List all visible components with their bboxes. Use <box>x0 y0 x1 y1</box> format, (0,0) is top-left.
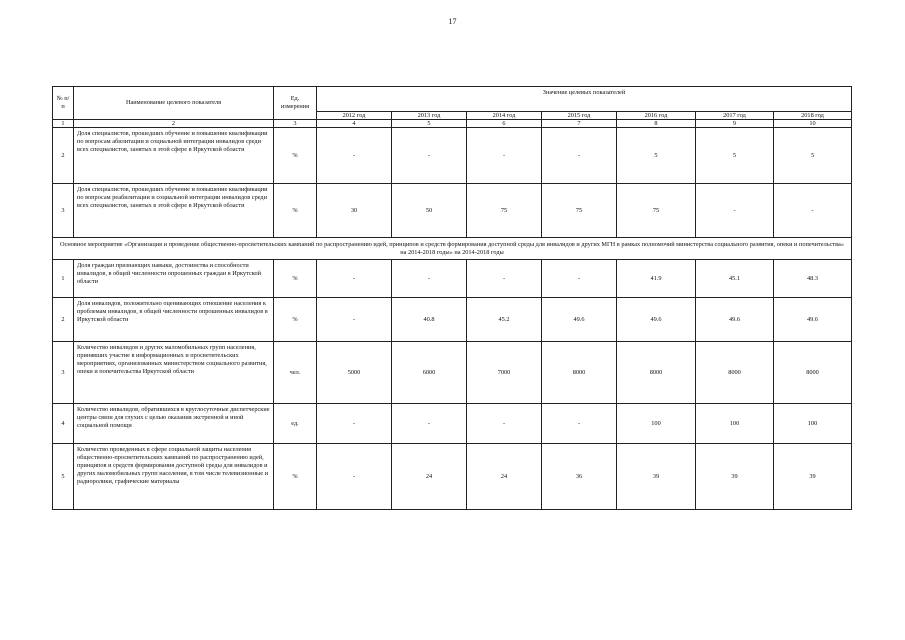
header-unit: Ед. измерения <box>274 87 317 120</box>
table-row <box>53 260 852 298</box>
indicator-value: 8000 <box>696 342 774 404</box>
indicator-value: 39 <box>774 444 852 510</box>
unit: % <box>274 128 317 184</box>
header-name: Наименование целевого показателя <box>74 87 274 120</box>
indicator-name: Количество инвалидов и других маломобильных групп населения, принявших участие в информационных и просветительских мероприятиях, организованных министерством социального развития, опеки и попечительства Иркутской области <box>74 342 274 404</box>
column-number: 1 <box>53 120 74 128</box>
column-number: 5 <box>392 120 467 128</box>
indicator-value: - <box>317 444 392 510</box>
indicator-value: 8000 <box>774 342 852 404</box>
indicator-value: 75 <box>467 184 542 238</box>
indicator-value: 5 <box>696 128 774 184</box>
indicator-name: Количество проведенных в сфере социальной защиты населения общественно-просветительских кампаний по распространению идей, принципов и средств формирования доступной среды для инвалидов и других маломобильных групп населения, в том числе телевизионные и радиоролики, графические материалы <box>74 444 274 510</box>
indicator-value: 5000 <box>317 342 392 404</box>
indicator-value: 45.1 <box>696 260 774 298</box>
indicator-value: 30 <box>317 184 392 238</box>
page-number: 17 <box>448 17 457 26</box>
column-numbers-row <box>53 120 852 128</box>
indicator-value: 5 <box>774 128 852 184</box>
indicator-value: 7000 <box>467 342 542 404</box>
header-num: № п/п <box>53 87 74 120</box>
indicator-value: 8000 <box>617 342 696 404</box>
indicator-value: 50 <box>392 184 467 238</box>
indicator-value: - <box>542 404 617 444</box>
header-year: 2012 год <box>317 112 392 120</box>
unit: % <box>274 260 317 298</box>
header-row <box>53 87 852 112</box>
indicator-value: 75 <box>542 184 617 238</box>
indicator-value: - <box>317 128 392 184</box>
indicator-value: 8000 <box>542 342 617 404</box>
table-row <box>53 298 852 342</box>
indicator-value: - <box>317 260 392 298</box>
column-number: 2 <box>74 120 274 128</box>
indicator-value: 24 <box>392 444 467 510</box>
indicator-value: 41.9 <box>617 260 696 298</box>
indicator-value: 49.6 <box>617 298 696 342</box>
indicator-value: - <box>317 404 392 444</box>
indicator-value: 5 <box>617 128 696 184</box>
table-row <box>53 128 852 184</box>
indicator-name: Доля специалистов, прошедших обучение и повышение квалификации по вопросам реабилитации и социальной интеграции инвалидов среди всех специалистов, занятых в этой сфере в Иркутской области <box>74 184 274 238</box>
indicator-value: 49.6 <box>696 298 774 342</box>
indicator-value: 39 <box>696 444 774 510</box>
column-number: 3 <box>274 120 317 128</box>
indicator-name: Доля инвалидов, положительно оценивающих отношение населения к проблемам инвалидов, в общей численности опрошенных инвалидов в Иркутской области <box>74 298 274 342</box>
indicator-value: 36 <box>542 444 617 510</box>
header-year: 2015 год <box>542 112 617 120</box>
indicator-name: Количество инвалидов, обратившихся в круглосуточные диспетчерские центры связи для глухих с целью оказания экстренной и иной социальной помощи <box>74 404 274 444</box>
table-row <box>53 404 852 444</box>
header-values-group: Значение целевых показателей <box>317 87 852 112</box>
indicator-value: 75 <box>617 184 696 238</box>
row-number: 5 <box>53 444 74 510</box>
indicator-value: - <box>467 260 542 298</box>
row-number: 4 <box>53 404 74 444</box>
indicator-value: 45.2 <box>467 298 542 342</box>
indicator-value: 40.8 <box>392 298 467 342</box>
unit: чел. <box>274 342 317 404</box>
rows-after-section <box>53 260 852 510</box>
target-indicators-table <box>52 86 852 510</box>
header-year: 2014 год <box>467 112 542 120</box>
indicator-value: - <box>317 298 392 342</box>
unit: % <box>274 184 317 238</box>
indicator-value: - <box>696 184 774 238</box>
header-year: 2016 год <box>617 112 696 120</box>
indicator-value: - <box>542 128 617 184</box>
indicator-value: 100 <box>696 404 774 444</box>
table-row <box>53 342 852 404</box>
row-number: 3 <box>53 184 74 238</box>
row-number: 2 <box>53 128 74 184</box>
indicator-value: 49.6 <box>542 298 617 342</box>
table-row <box>53 444 852 510</box>
column-number: 7 <box>542 120 617 128</box>
indicator-value: 6000 <box>392 342 467 404</box>
indicator-value: - <box>392 404 467 444</box>
header-year: 2018 год <box>774 112 852 120</box>
indicator-value: - <box>774 184 852 238</box>
indicator-value: - <box>392 128 467 184</box>
column-number: 4 <box>317 120 392 128</box>
row-number: 3 <box>53 342 74 404</box>
rows-before-section <box>53 128 852 238</box>
indicator-name: Доля граждан признающих навыки, достоинства и способности инвалидов, в общей численности опрошенных граждан в Иркутской области <box>74 260 274 298</box>
section-title: Основное мероприятие «Организация и проведение общественно-просветительских кампаний по распространению идей, принципов и средств формирования доступной среды для инвалидов и других МГН в рамках полномочий министерства социального развития, опеки и попечительства» на 2014-2018 годы» на 2014-2018 годы <box>53 238 852 260</box>
indicator-value: - <box>542 260 617 298</box>
indicator-value: 100 <box>774 404 852 444</box>
header-year: 2017 год <box>696 112 774 120</box>
unit: ед. <box>274 404 317 444</box>
indicator-value: 48.3 <box>774 260 852 298</box>
column-number: 9 <box>696 120 774 128</box>
indicator-value: 49.6 <box>774 298 852 342</box>
column-number: 6 <box>467 120 542 128</box>
indicator-value: 24 <box>467 444 542 510</box>
row-number: 2 <box>53 298 74 342</box>
row-number: 1 <box>53 260 74 298</box>
header-year: 2013 год <box>392 112 467 120</box>
indicator-value: - <box>392 260 467 298</box>
unit: % <box>274 298 317 342</box>
unit: % <box>274 444 317 510</box>
table-row <box>53 184 852 238</box>
column-number: 10 <box>774 120 852 128</box>
indicator-value: 100 <box>617 404 696 444</box>
column-number: 8 <box>617 120 696 128</box>
indicator-value: - <box>467 404 542 444</box>
section-row <box>53 238 852 260</box>
indicator-name: Доля специалистов, прошедших обучение и повышение квалификации по вопросам абилитации и социальной интеграции инвалидов среди всех специалистов, занятых в этой сфере в Иркутской области <box>74 128 274 184</box>
indicator-value: - <box>467 128 542 184</box>
indicator-value: 39 <box>617 444 696 510</box>
